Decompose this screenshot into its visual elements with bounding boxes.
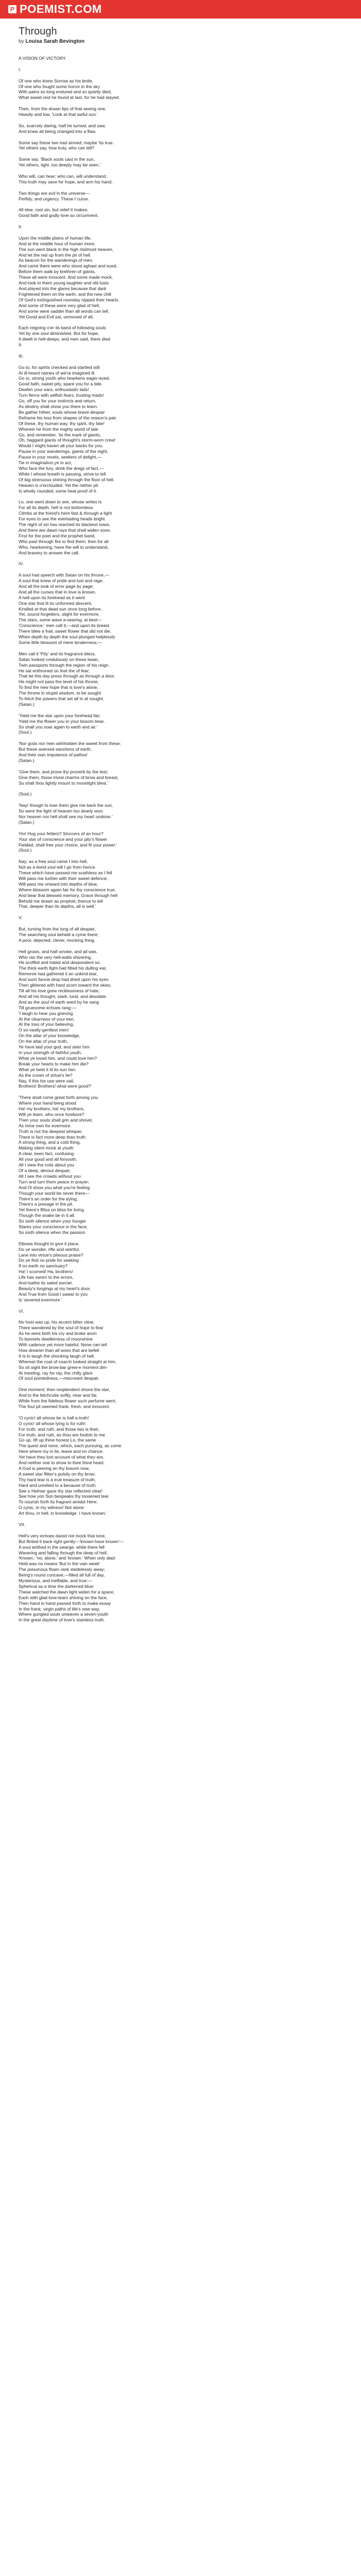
poem-line: As the crown of virtue's lie? bbox=[19, 1072, 73, 1078]
stanza bbox=[19, 803, 342, 825]
poem-line: What sweet rest he found at last, for he had stayed. bbox=[19, 95, 120, 100]
poem-line: As beacon for the wanderings of men. bbox=[19, 258, 93, 263]
poem-line: How drearier than all woes that are befell bbox=[19, 1347, 100, 1353]
poem-line: When depth by depth the soul plunged helplessly bbox=[19, 634, 116, 640]
poem-line: Pause in your revels, seekers of delight,— bbox=[19, 454, 102, 460]
poem-line: 'Known,' 'no; alone,' and 'known.' When only dept bbox=[19, 1555, 116, 1561]
stanza bbox=[19, 831, 342, 854]
poem-line: So shall thou lightly mount to moonlight blest.' bbox=[19, 780, 109, 786]
poem-line: He might not pass the level of his throne, bbox=[19, 679, 99, 685]
poem-line: As mine own for evermore. bbox=[19, 1123, 72, 1128]
stanza bbox=[19, 123, 342, 134]
stanza bbox=[19, 157, 342, 168]
poem-line: And neither one to show to thee thine heart; bbox=[19, 1460, 105, 1466]
poem-line: No host was up, his accent bitter clear, bbox=[19, 1319, 95, 1325]
poem-line: One moment; then resplendent shone the star, bbox=[19, 1387, 110, 1393]
site-logo[interactable] bbox=[8, 3, 102, 16]
stanza bbox=[19, 174, 342, 185]
poem-line: A strong thing, and a cold thing, bbox=[19, 1140, 81, 1145]
poem-line: Of God's extinguished noonday nipped their hearts. bbox=[19, 297, 120, 302]
poem-line: Hard and unrelied to a because of truth. bbox=[19, 1482, 97, 1488]
poem-line: 'I laugh to hear you grieving bbox=[19, 1010, 73, 1016]
poem-line: Of soul pointedness,—miscreant despair. bbox=[19, 1376, 100, 1381]
poem-line: Making silent mock at youth: bbox=[19, 1145, 75, 1151]
poem-line: Will pass me onward into depths of blue, bbox=[19, 881, 99, 887]
poem-line: (Soul.) bbox=[19, 791, 32, 797]
poem-line: See how yon Sun bespeaks thy loosened tear bbox=[19, 1494, 109, 1499]
poem-line: 'Conscience,' men call it,—and upon its breast bbox=[19, 623, 109, 629]
poem-line: Behold me drawn as prophet; thence to tell bbox=[19, 898, 103, 904]
logo-icon: P bbox=[8, 5, 17, 13]
poem-line: A sweet star flitter's pulsily on thy brow; bbox=[19, 1471, 96, 1477]
poem-line: Mysterious, and ineffable, and true;— bbox=[19, 1578, 92, 1584]
poem-line: Give them, those trivial charms of brow and breast, bbox=[19, 774, 119, 780]
author-link[interactable]: Louisa Sarah Bevington bbox=[25, 39, 85, 44]
poem-line: There blew a frail, sweet flower that did not die, bbox=[19, 629, 111, 634]
poem-line: 'Nor gods nor men withholden the sweet from these; bbox=[19, 741, 121, 747]
poem-line: Truth is not the deepest whisper, bbox=[19, 1128, 83, 1134]
poem-line: Twin passports through the region of his reign. bbox=[19, 662, 110, 668]
stanza bbox=[19, 791, 342, 797]
poem-line: The quest and none, which, each pursuing, as come bbox=[19, 1443, 122, 1449]
poem-line: Will ye learn, who once forebore? bbox=[19, 1111, 85, 1117]
poem-line: But these aversed sanctions of earth, bbox=[19, 747, 92, 752]
poem-line: And some were sadder than all words can tell. bbox=[19, 308, 109, 314]
logo-text: POEMIST.COM bbox=[20, 3, 102, 15]
poem-line: Ha! I scorned! Ha, brothers! bbox=[19, 1269, 73, 1275]
poem-line: The night of sin has reached its blackest nows. bbox=[19, 521, 111, 527]
poem-line: Held was no means 'But in the vain week' bbox=[19, 1561, 101, 1567]
poem-line: Remorse had gathered it an unkind tear, bbox=[19, 971, 98, 977]
poem-line: A soul writhed in the swarge, while there fell bbox=[19, 1544, 105, 1550]
poem-line: Here where my in lie, leave and no chance. bbox=[19, 1449, 104, 1454]
poem-line: Each reigning o'er its band of following souls bbox=[19, 325, 106, 331]
poem-line: To nourish forth its fragrant amidst Here; bbox=[19, 1499, 98, 1505]
poem-line: 'Ho! Hug your fetters? Sinccers of an hour? bbox=[19, 831, 104, 836]
poem-line: Each with glad love-tears shining on the face, bbox=[19, 1595, 108, 1600]
poem-line: A God is peering on thy bosom now, bbox=[19, 1465, 90, 1471]
poem-line: And let the red up from the pit of hell. bbox=[19, 252, 91, 258]
poem-line: To fetch the powers that set all in at nought. bbox=[19, 696, 104, 702]
poem-line: Turn and turn them peace in prayer; bbox=[19, 1179, 89, 1184]
poem-line: So sixth silence when your hunger bbox=[19, 1218, 86, 1224]
poem-line: While I whose breath is passing, strive to tell bbox=[19, 471, 106, 477]
poem-line: Of a deep, devout despair; bbox=[19, 1167, 71, 1173]
poem-line: Then glittered with hard scorn toward the skies, bbox=[19, 982, 112, 988]
site-header bbox=[0, 0, 361, 19]
poem-line: It is to laugh the shocking laugh of hell. bbox=[19, 1353, 95, 1359]
poem-line: Though the snake be in it all: bbox=[19, 1213, 75, 1218]
poem-line: And bear that blessed memory, Grace through hell bbox=[19, 892, 118, 898]
stanza bbox=[19, 572, 342, 646]
poem-line: A poor, dejected, clever, mocking thing. bbox=[19, 937, 96, 943]
poem-line: These which have passed me scathless as I fell bbox=[19, 870, 112, 876]
poem-line: Till all his love grew recklessness of hate, bbox=[19, 988, 100, 993]
poem-line: Spherical as a time the darkened blue; bbox=[19, 1583, 94, 1589]
poem-line: Yet there's Bliss on bliss for living bbox=[19, 1207, 84, 1213]
stanza bbox=[19, 1533, 342, 1623]
poem-line: All I see the crowds without you bbox=[19, 1173, 81, 1179]
poem-line: Do ye find no pride for seeking bbox=[19, 1258, 79, 1263]
section-number: II. bbox=[19, 224, 23, 230]
poem-line: O cynic, in my witness! Not alone bbox=[19, 1505, 84, 1511]
poem-line: Whereat the coat of coarch looked straight at him, bbox=[19, 1359, 117, 1364]
poem-line: Beauty's longings at my heart's door, bbox=[19, 1286, 91, 1291]
section-number: I. bbox=[19, 66, 21, 72]
poem-line: Go to, for spirits checked and startled still bbox=[19, 364, 100, 370]
poem-line: (Soul.) bbox=[19, 730, 32, 735]
poem-line: (Satan.) bbox=[19, 819, 35, 825]
stanza bbox=[19, 140, 342, 151]
poem-line: Kindled at that dead sun once long before, bbox=[19, 606, 102, 612]
poem-line: Some say these two had sinned; maybe 'tis true. bbox=[19, 140, 114, 145]
poem-line: O cynic! all whose lying is for ruth! bbox=[19, 1420, 86, 1426]
poem-line: There is fact more deep than truth: bbox=[19, 1134, 87, 1140]
poem-line: But flinted it back right gently—'known-have known'— bbox=[19, 1538, 124, 1544]
poem-line: There's a presage in the pit, bbox=[19, 1201, 74, 1207]
poem-line: Being's round concave,—filled all full of day, bbox=[19, 1572, 105, 1578]
poem-line: Deafen your ears, enthusiastic lads! bbox=[19, 387, 89, 393]
poem-line: Perfidy, and urgency. These I curse. bbox=[19, 196, 89, 201]
poem-line: And knew all being changed into a flaw. bbox=[19, 128, 96, 134]
poem-line: Men call it 'Pity' and its fragrance bless. bbox=[19, 651, 96, 656]
poem-line: O so-vastly-gentlest men! bbox=[19, 1027, 69, 1033]
section-number: III. bbox=[19, 353, 24, 359]
poem-line: Two things are evil in the universe— bbox=[19, 190, 90, 196]
poem-line: And to the fetchcutie softly, near and far, bbox=[19, 1393, 98, 1398]
poem-line: That, deeper than its depths, all is well.' bbox=[19, 904, 96, 909]
poem-line: As destiny shall show you there to learn. bbox=[19, 403, 98, 409]
poem-line: Till gruesome echoes rang:— bbox=[19, 1005, 76, 1010]
poem-line: If on earth no sanctuary? bbox=[19, 1263, 68, 1269]
poem-line: At ill-heard names of we're imagined ill. bbox=[19, 370, 96, 376]
poem-line: 'Give them, and prove thy proverb by the test; bbox=[19, 769, 108, 774]
stanza bbox=[19, 1415, 342, 1516]
poem-line: Of one who knew Sorrow as his bride, bbox=[19, 78, 93, 83]
poem-line: Turn fierce with selfish fears, trusting mads! bbox=[19, 393, 104, 398]
stanza bbox=[19, 713, 342, 736]
poem-line: Climbs at the friend's here fast & through a light bbox=[19, 511, 112, 516]
stanza bbox=[19, 499, 342, 555]
poem-line: At the loss of your believing, bbox=[19, 1022, 74, 1027]
poem-line: At meeting, ray for ray, the chilly glare bbox=[19, 1370, 93, 1376]
poem-line: This truth may save for hope, and arm his hand. bbox=[19, 179, 113, 184]
poem-line: Not as a bond soul will I go from hence. bbox=[19, 865, 96, 870]
poem-line: The thick earth fight-had fitted his dulling ear, bbox=[19, 965, 107, 971]
section-number: V. bbox=[19, 915, 23, 921]
poem-line: Who ran the very hell-walls shivering, bbox=[19, 954, 92, 960]
poem-line: Good faith, sweet pity, spare you for a tide. bbox=[19, 381, 103, 387]
poem-content bbox=[0, 19, 361, 1623]
poem-line: Satan looked credulously on these twain, bbox=[19, 656, 100, 662]
poem-line: Go, and remember, 'tis the mark of giants, bbox=[19, 432, 101, 437]
poem-line: Lo, one went down to see, whose writes is bbox=[19, 499, 102, 505]
stanza bbox=[19, 949, 342, 1090]
poem-line: Though your world be never there— bbox=[19, 1190, 90, 1196]
poem-line: All I view the coils about you bbox=[19, 1162, 74, 1168]
poem-line: At the clearness of your ken, bbox=[19, 1016, 75, 1022]
section-number: VI. bbox=[19, 1308, 24, 1314]
poem-line: (Satan.) bbox=[19, 757, 35, 763]
poem-line: Fielded, shall free your choice, and fit your power.' bbox=[19, 842, 117, 848]
poem-line: Tie in imagination,ye in act, bbox=[19, 460, 72, 466]
stanza bbox=[19, 1095, 342, 1235]
poem-line: All your good and all forsooth. bbox=[19, 1157, 77, 1162]
poem-title: Through bbox=[19, 26, 57, 37]
poem-line: (Soul.) bbox=[19, 848, 32, 853]
poem-line: For all its depth, hell is not bottomless. bbox=[19, 505, 94, 511]
poem-line: Be gather hither, souls whose brave despair bbox=[19, 409, 105, 415]
poem-line: To bonnets dwellerness of moonshine bbox=[19, 1336, 93, 1342]
poem-line: Your star of conscience and your pity's flower bbox=[19, 836, 107, 842]
poem-line: Then hand in hand passed forth to make essay bbox=[19, 1600, 111, 1606]
stanza bbox=[19, 769, 342, 786]
poem-line: Where your hand-beng stood. bbox=[19, 1100, 77, 1106]
poem-line: Yet, sound forgetters, slight for evermore. bbox=[19, 612, 100, 617]
stanza bbox=[19, 106, 342, 117]
poem-line: Then, from the drawn lips of that seeing one, bbox=[19, 106, 107, 112]
poem-line: The poisonous flown rank stedelessly away; bbox=[19, 1567, 105, 1572]
poem-line: Would I might haven all your backs for you. bbox=[19, 443, 104, 449]
poem-line: Of big-strenuous shining through the floor of hell. bbox=[19, 477, 114, 482]
stanza bbox=[19, 1387, 342, 1410]
poem-line: Yet have they lost account of what they are, bbox=[19, 1454, 104, 1460]
poem-line: The foul pit seemed frank, fresh, and innocent. bbox=[19, 1403, 110, 1409]
poem-line: And bravery to answer the call. bbox=[19, 550, 79, 555]
poem-line: So, scarcely daring, half he turned, and saw, bbox=[19, 123, 106, 128]
poem-line: And their own Impotence of pathos' bbox=[19, 752, 88, 758]
poem-line: Go to, strong youth who hearkens eager-eyed, bbox=[19, 376, 110, 381]
poem-line: And loathe its sated sorcier. bbox=[19, 1280, 73, 1286]
poem-line: To find the new hope that is love's alone, bbox=[19, 685, 99, 690]
poem-line: And all the curses that in love is known. bbox=[19, 589, 96, 595]
poem-line: For truth, and ruth, as thou are foolish to me bbox=[19, 1432, 105, 1437]
poem-line: What ye twist it til its sun hen bbox=[19, 1066, 76, 1072]
poem-line: Where gungled souls unwaven a seven-youth bbox=[19, 1612, 108, 1617]
poem-line: Before them walk by brethren of giants, bbox=[19, 269, 96, 275]
byline-prefix: by bbox=[19, 39, 24, 44]
poem-line: With pains so long endured and so quietly died, bbox=[19, 89, 112, 95]
poem-line: Who past through fire to find them; then for all bbox=[19, 538, 109, 544]
poem-line: Will pass me further with their sweet defence; bbox=[19, 875, 108, 881]
poem-line: Thy hard tear is a true treasure of truth; bbox=[19, 1477, 96, 1482]
poem-line: Hell's very echoes dared not mock that tone, bbox=[19, 1533, 106, 1538]
poem-line: So were the light of heaven too dearly won; bbox=[19, 808, 104, 814]
poem-line: He sat enthroned on that the of fear; bbox=[19, 668, 90, 673]
poem-line: Then your souls shall grin and shrivel, bbox=[19, 1117, 93, 1123]
byline bbox=[19, 39, 342, 44]
poem-line: 'There shall come great forth among you bbox=[19, 1095, 99, 1100]
poem-line: He scoffed and hated and despondent so. bbox=[19, 960, 101, 965]
poem-line: Ye have laid your god, and slain him bbox=[19, 1044, 90, 1050]
poem-line: Wavering and falling through the deep of hell, bbox=[19, 1550, 108, 1555]
stanza bbox=[19, 365, 342, 494]
poem-line: For eyes to see the everlasting heads bright. bbox=[19, 516, 106, 522]
poem-line: Who will, can hear; who can, will understand. bbox=[19, 173, 107, 179]
poem-line: So shall you soar again to earth and air.' bbox=[19, 724, 98, 730]
poem-line: Reframe his loss from shapes of the reason's pair. bbox=[19, 415, 117, 420]
poem-line: Yet others, light, too deeply may be seen.' bbox=[19, 162, 101, 168]
poem-line: Good faith and godly love so circumvent. bbox=[19, 213, 99, 218]
poem-line: Go, off you for your instincts and return, bbox=[19, 398, 96, 404]
poem-line: Of these, thy human way, thy spirit, thy fate! bbox=[19, 420, 105, 426]
stanza bbox=[19, 78, 342, 101]
poem-line: Pause in your wanderings, giants of the night, bbox=[19, 449, 108, 454]
poem-line: Yet others say, how truly, who can tell? bbox=[19, 145, 94, 151]
poem-line: Go up, lift up thine honest Lo, the same bbox=[19, 1437, 96, 1443]
poem-line: Yet Good and Evil sat, unmoved of all, bbox=[19, 314, 94, 319]
poem-line: These watched the dawn light widen for a space; bbox=[19, 1589, 114, 1595]
poem-line: And such fancie drop had dried upon his eyes bbox=[19, 977, 109, 982]
poem-line: It. bbox=[19, 342, 23, 348]
poem-line: And some of these were very glad of hell, bbox=[19, 302, 100, 308]
poem-body bbox=[19, 56, 342, 1623]
poem-line: But, turning from the long of all despair, bbox=[19, 926, 96, 932]
poem-line: A hell upon its forehead as it went bbox=[19, 595, 85, 600]
poem-line: Some say, 'Black souls cast in the sun, bbox=[19, 157, 95, 162]
stanza bbox=[19, 859, 342, 909]
poem-line: A clear, keen fact, confusing bbox=[19, 1151, 74, 1157]
poem-line: Upon the middle plains of human life, bbox=[19, 235, 92, 241]
poem-line: A VISION OF VICTORY bbox=[19, 56, 66, 61]
poem-line: Heaven is o'erclouded. Yet the nether pit bbox=[19, 482, 99, 488]
poem-line: Art thou, in hell, in knowledge. I have known.' bbox=[19, 1511, 107, 1516]
poem-line: The sun went black in the high midmost heaven, bbox=[19, 246, 113, 252]
poem-line: The throne in stupid wisdom, to be sought bbox=[19, 690, 101, 696]
poem-line: And all the look of error page by page; bbox=[19, 583, 94, 589]
poem-line: For truth, and ruth, and those two is their, bbox=[19, 1426, 100, 1432]
stanza bbox=[19, 1319, 342, 1381]
poem-line: Nor heaven nor hell shall see my heart undone.' bbox=[19, 814, 113, 819]
poem-line: Yield me the flower you in your bosom bear, bbox=[19, 718, 105, 724]
poem-line: All else, root sin, but relief it makes: bbox=[19, 207, 89, 213]
poem-line: Do ye wonder, rifle and wishful, bbox=[19, 1246, 80, 1252]
poem-line: And there are dawn-rays that shall widen soon, bbox=[19, 527, 111, 533]
poem-line: Some little blossom of mere tenderness;— bbox=[19, 639, 102, 645]
poem-line: In the frank, virgin paths of life's new way, bbox=[19, 1606, 101, 1612]
poem-line: A soul had speech with Satan on his throne,— bbox=[19, 572, 109, 578]
poem-line: Lane into virtue's piteous praise? bbox=[19, 1252, 84, 1258]
poem-line: 'Nay! though to lose them give me back the sun, bbox=[19, 803, 113, 808]
poem-line: First for the poet and the prophet band, bbox=[19, 533, 96, 538]
poem-line: These all were innocent. And some made mock, bbox=[19, 275, 113, 280]
stanza bbox=[19, 325, 342, 348]
poem-line: Oh, haggard giants of thought's storm-worn crew! bbox=[19, 437, 116, 443]
poem-line: The stars, some wave a-searing, at best— bbox=[19, 617, 102, 623]
poem-line: That let this day press through as through a door, bbox=[19, 673, 116, 679]
poem-line: Life has sworn to the errors, bbox=[19, 1275, 74, 1280]
poem-line: One star that lit its unformed descent, bbox=[19, 600, 92, 606]
poem-line: As he were both his cry and broke anon bbox=[19, 1331, 97, 1336]
poem-line: Ha! my brothers, ha! my brothers, bbox=[19, 1106, 85, 1112]
stanza bbox=[19, 207, 342, 218]
poem-line: There's an order for the dying, bbox=[19, 1196, 78, 1201]
poem-line: On the altar of your knowledge, bbox=[19, 1033, 80, 1039]
section-number: VII. bbox=[19, 1521, 25, 1527]
poem-line: Is wholly rounded; some heat proof of it. bbox=[19, 488, 97, 494]
poem-line: There wandered by the soul of hope to fear bbox=[19, 1325, 104, 1331]
poem-line: Of one who fought some horror in the sky bbox=[19, 83, 100, 89]
poem-line: (Satan.) bbox=[19, 701, 35, 707]
section-number: IV. bbox=[19, 561, 24, 567]
poem-line: And came there were who stood aghast and eyed, bbox=[19, 263, 118, 269]
poem-line: So sit sight the brow-bar grew-e moment dim bbox=[19, 1364, 107, 1370]
stanza bbox=[19, 56, 342, 61]
poem-line: See o Helmer gaze thy star reflected clear! bbox=[19, 1488, 103, 1494]
stanza bbox=[19, 741, 342, 764]
poem-line: What ye loved him, and could love him? bbox=[19, 1055, 97, 1061]
poem-line: And played into the glares because that dark bbox=[19, 285, 107, 291]
poem-line: Nay; as a free soul came I into hell, bbox=[19, 859, 88, 865]
poem-line: Wherein he from the mighty world of late bbox=[19, 426, 99, 432]
poem-line: Who, hearkening, have the will to understand, bbox=[19, 544, 109, 550]
stanza bbox=[19, 1241, 342, 1303]
poem-line: Is 'severed evermore.' bbox=[19, 1297, 62, 1302]
poem-line: Frightened them on the earth, and the new chill bbox=[19, 291, 111, 297]
poem-line: Brothers! Brothers! what were good?' bbox=[19, 1083, 92, 1089]
poem-line: Where blossom again fair for thy conscience true, bbox=[19, 887, 116, 892]
poem-line: Who face the fury, drink the dregs of fact,— bbox=[19, 465, 104, 471]
poem-line: And all his thought, stark, lurid, and desolate. bbox=[19, 993, 107, 999]
poem-line: Nay, if this his use were vail, bbox=[19, 1078, 74, 1083]
poem-line: In the great daytime of love's stainless truth. bbox=[19, 1617, 105, 1623]
poem-line: A soul that knew of pride and lust and rage, bbox=[19, 578, 104, 584]
poem-line: While from the fideless flower such perfume went, bbox=[19, 1398, 117, 1404]
poem-line: So sixth silence when the passion bbox=[19, 1229, 85, 1235]
stanza bbox=[19, 191, 342, 202]
poem-line: Hell grows, and half smoke, and all was. bbox=[19, 948, 98, 954]
poem-line: And at the middle hour of human more, bbox=[19, 241, 96, 246]
poem-line: And took to them young laughter and old lusts bbox=[19, 280, 109, 286]
stanza bbox=[19, 651, 342, 707]
poem-line: And as the soul of earth went by he sang bbox=[19, 999, 99, 1005]
stanza bbox=[19, 926, 342, 943]
poem-line: Stares your conscience in the face; bbox=[19, 1224, 88, 1230]
stanza bbox=[19, 235, 342, 320]
poem-line: Heavily and low, 'Look at that awful sun.' bbox=[19, 112, 98, 117]
poem-line: Elbows thought to give it place. bbox=[19, 1241, 80, 1246]
poem-line: It dwelt in hell-deeps; and men said, there died bbox=[19, 336, 110, 342]
poem-line: With cadence yet more hateful. None can tell bbox=[19, 1342, 107, 1348]
poem-line: And I'll show you what you're feeling bbox=[19, 1184, 90, 1190]
poem-line: 'Yield me the star upon your forehead fair, bbox=[19, 713, 101, 718]
poem-line: On the altar of your truth, bbox=[19, 1039, 68, 1044]
poem-line: Break your hearts to make him die? bbox=[19, 1061, 89, 1066]
poem-line: And True from Good I swear to you bbox=[19, 1291, 88, 1297]
poem-line: In your strength of faithful youth. bbox=[19, 1049, 82, 1055]
poem-line: 'O cynic! all whose be is hall a truth! bbox=[19, 1415, 89, 1420]
poem-line: Yet by one soul diminished. But for hope, bbox=[19, 331, 99, 336]
poem-line: The searching soul beheld a cyme there; bbox=[19, 931, 99, 937]
